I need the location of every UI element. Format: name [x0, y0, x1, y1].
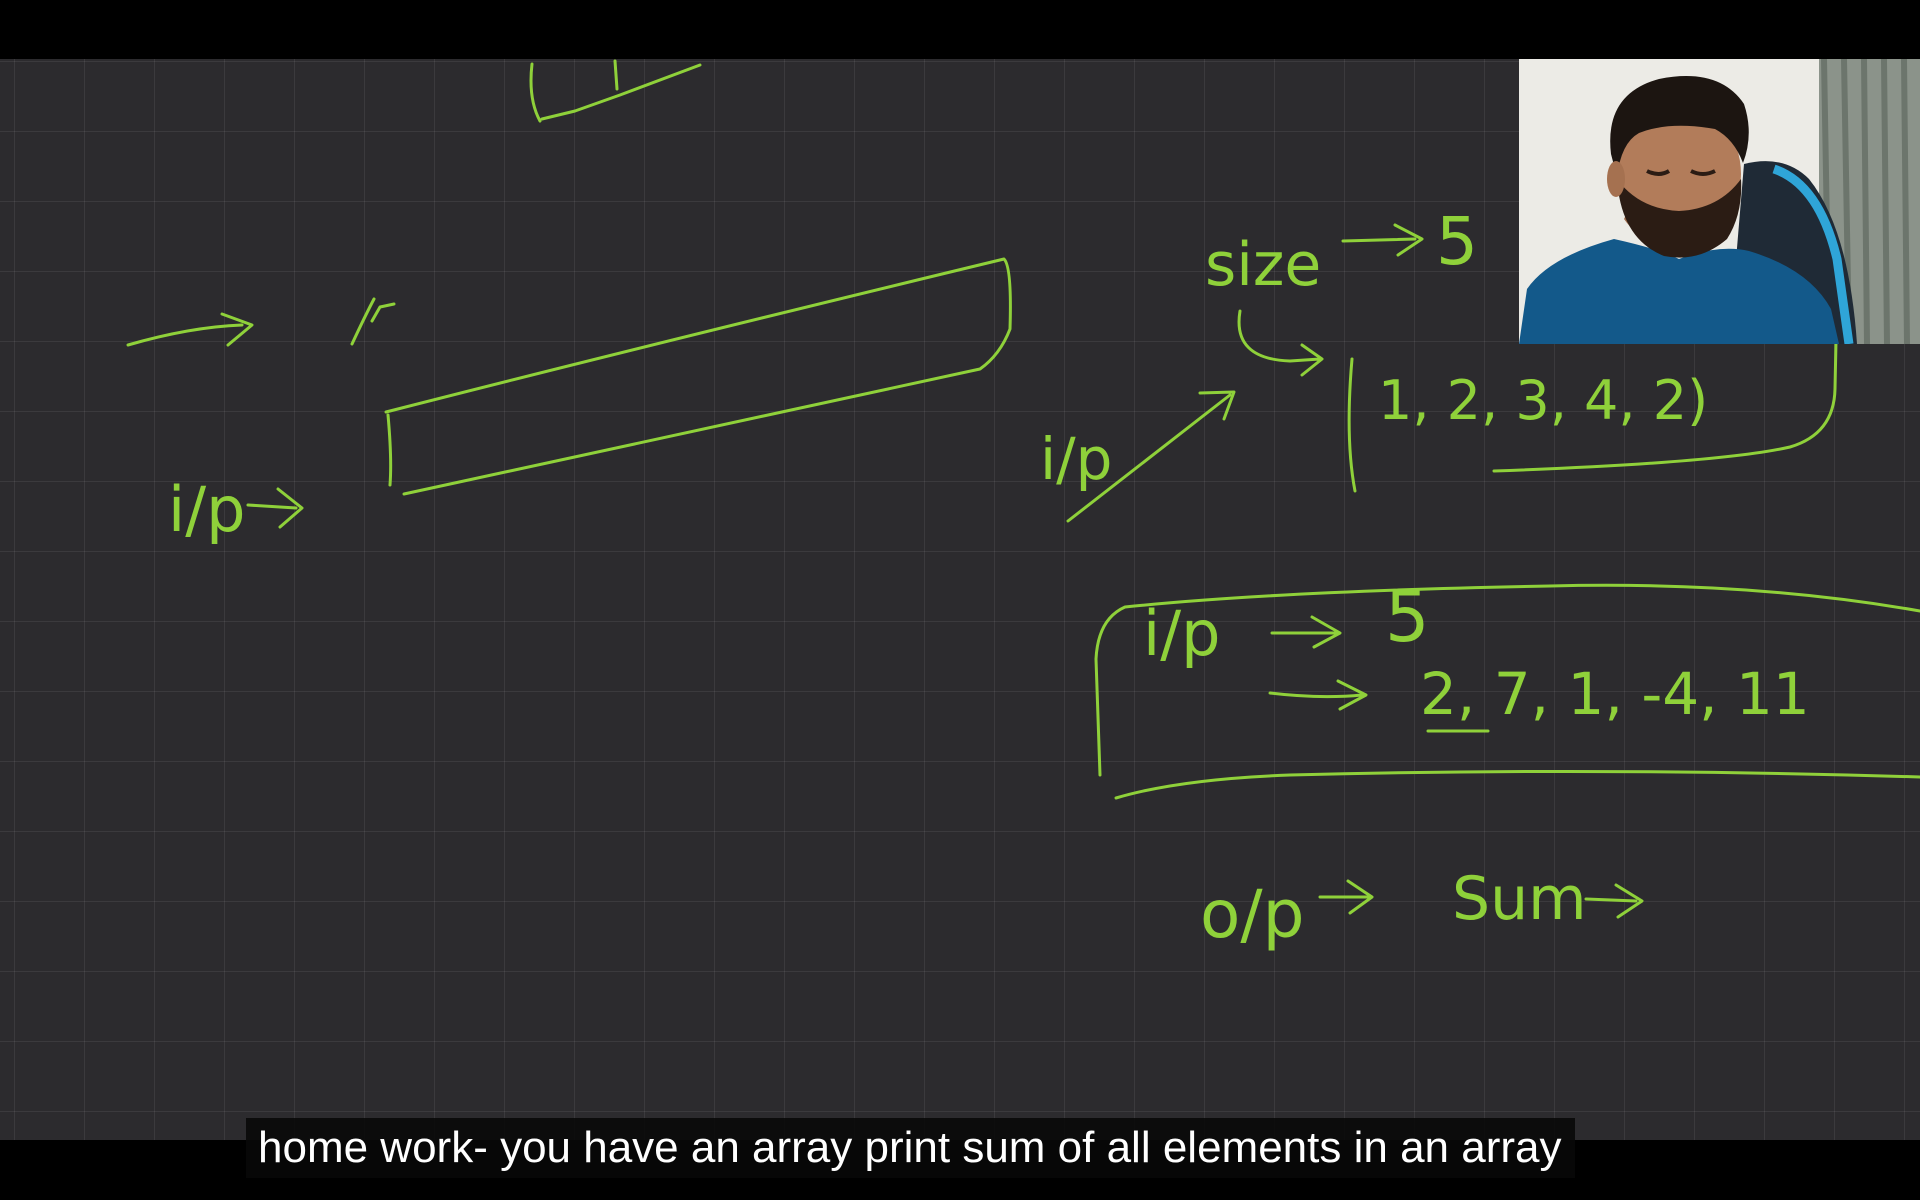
ink-array-left-bracket [1349, 359, 1355, 491]
ink-size-value: 5 [1436, 203, 1478, 280]
ink-slanted-box [386, 259, 1010, 494]
ink-top-stroke [615, 61, 617, 89]
presenter-webcam [1519, 59, 1920, 344]
ink-box-size-value: 5 [1385, 576, 1430, 658]
ink-input-box-bottom [1116, 771, 1920, 798]
ink-right-ip-text: i/p [1040, 425, 1113, 493]
ink-size-label: size [1205, 230, 1322, 300]
ink-array-top-values: 1, 2, 3, 4, 2) [1378, 369, 1709, 432]
ink-op-text: o/p [1200, 876, 1305, 953]
ink-op-arrow [1320, 881, 1372, 913]
ink-left-ip-text: i/p [168, 473, 246, 546]
subtitle-caption: home work- you have an array print sum of all elements in an array [246, 1118, 1575, 1178]
ink-sum-text: Sum [1452, 864, 1587, 934]
ink-size-arrow [1343, 225, 1422, 255]
ink-box-values-arrow [1270, 681, 1366, 709]
ink-left-mark [352, 299, 394, 344]
letterbox-top [0, 0, 1920, 59]
ink-box-ip-text: i/p [1143, 597, 1221, 670]
ink-box-array-values: 2, 7, 1, -4, 11 [1420, 660, 1810, 728]
ink-sum-arrow [1586, 885, 1642, 917]
ink-left-ip-arrow [248, 489, 302, 527]
presenter-image [1519, 59, 1920, 344]
ink-box-ip-arrow [1272, 617, 1340, 647]
ink-curve-arrow [1239, 311, 1322, 375]
ink-left-arrow [128, 314, 252, 345]
